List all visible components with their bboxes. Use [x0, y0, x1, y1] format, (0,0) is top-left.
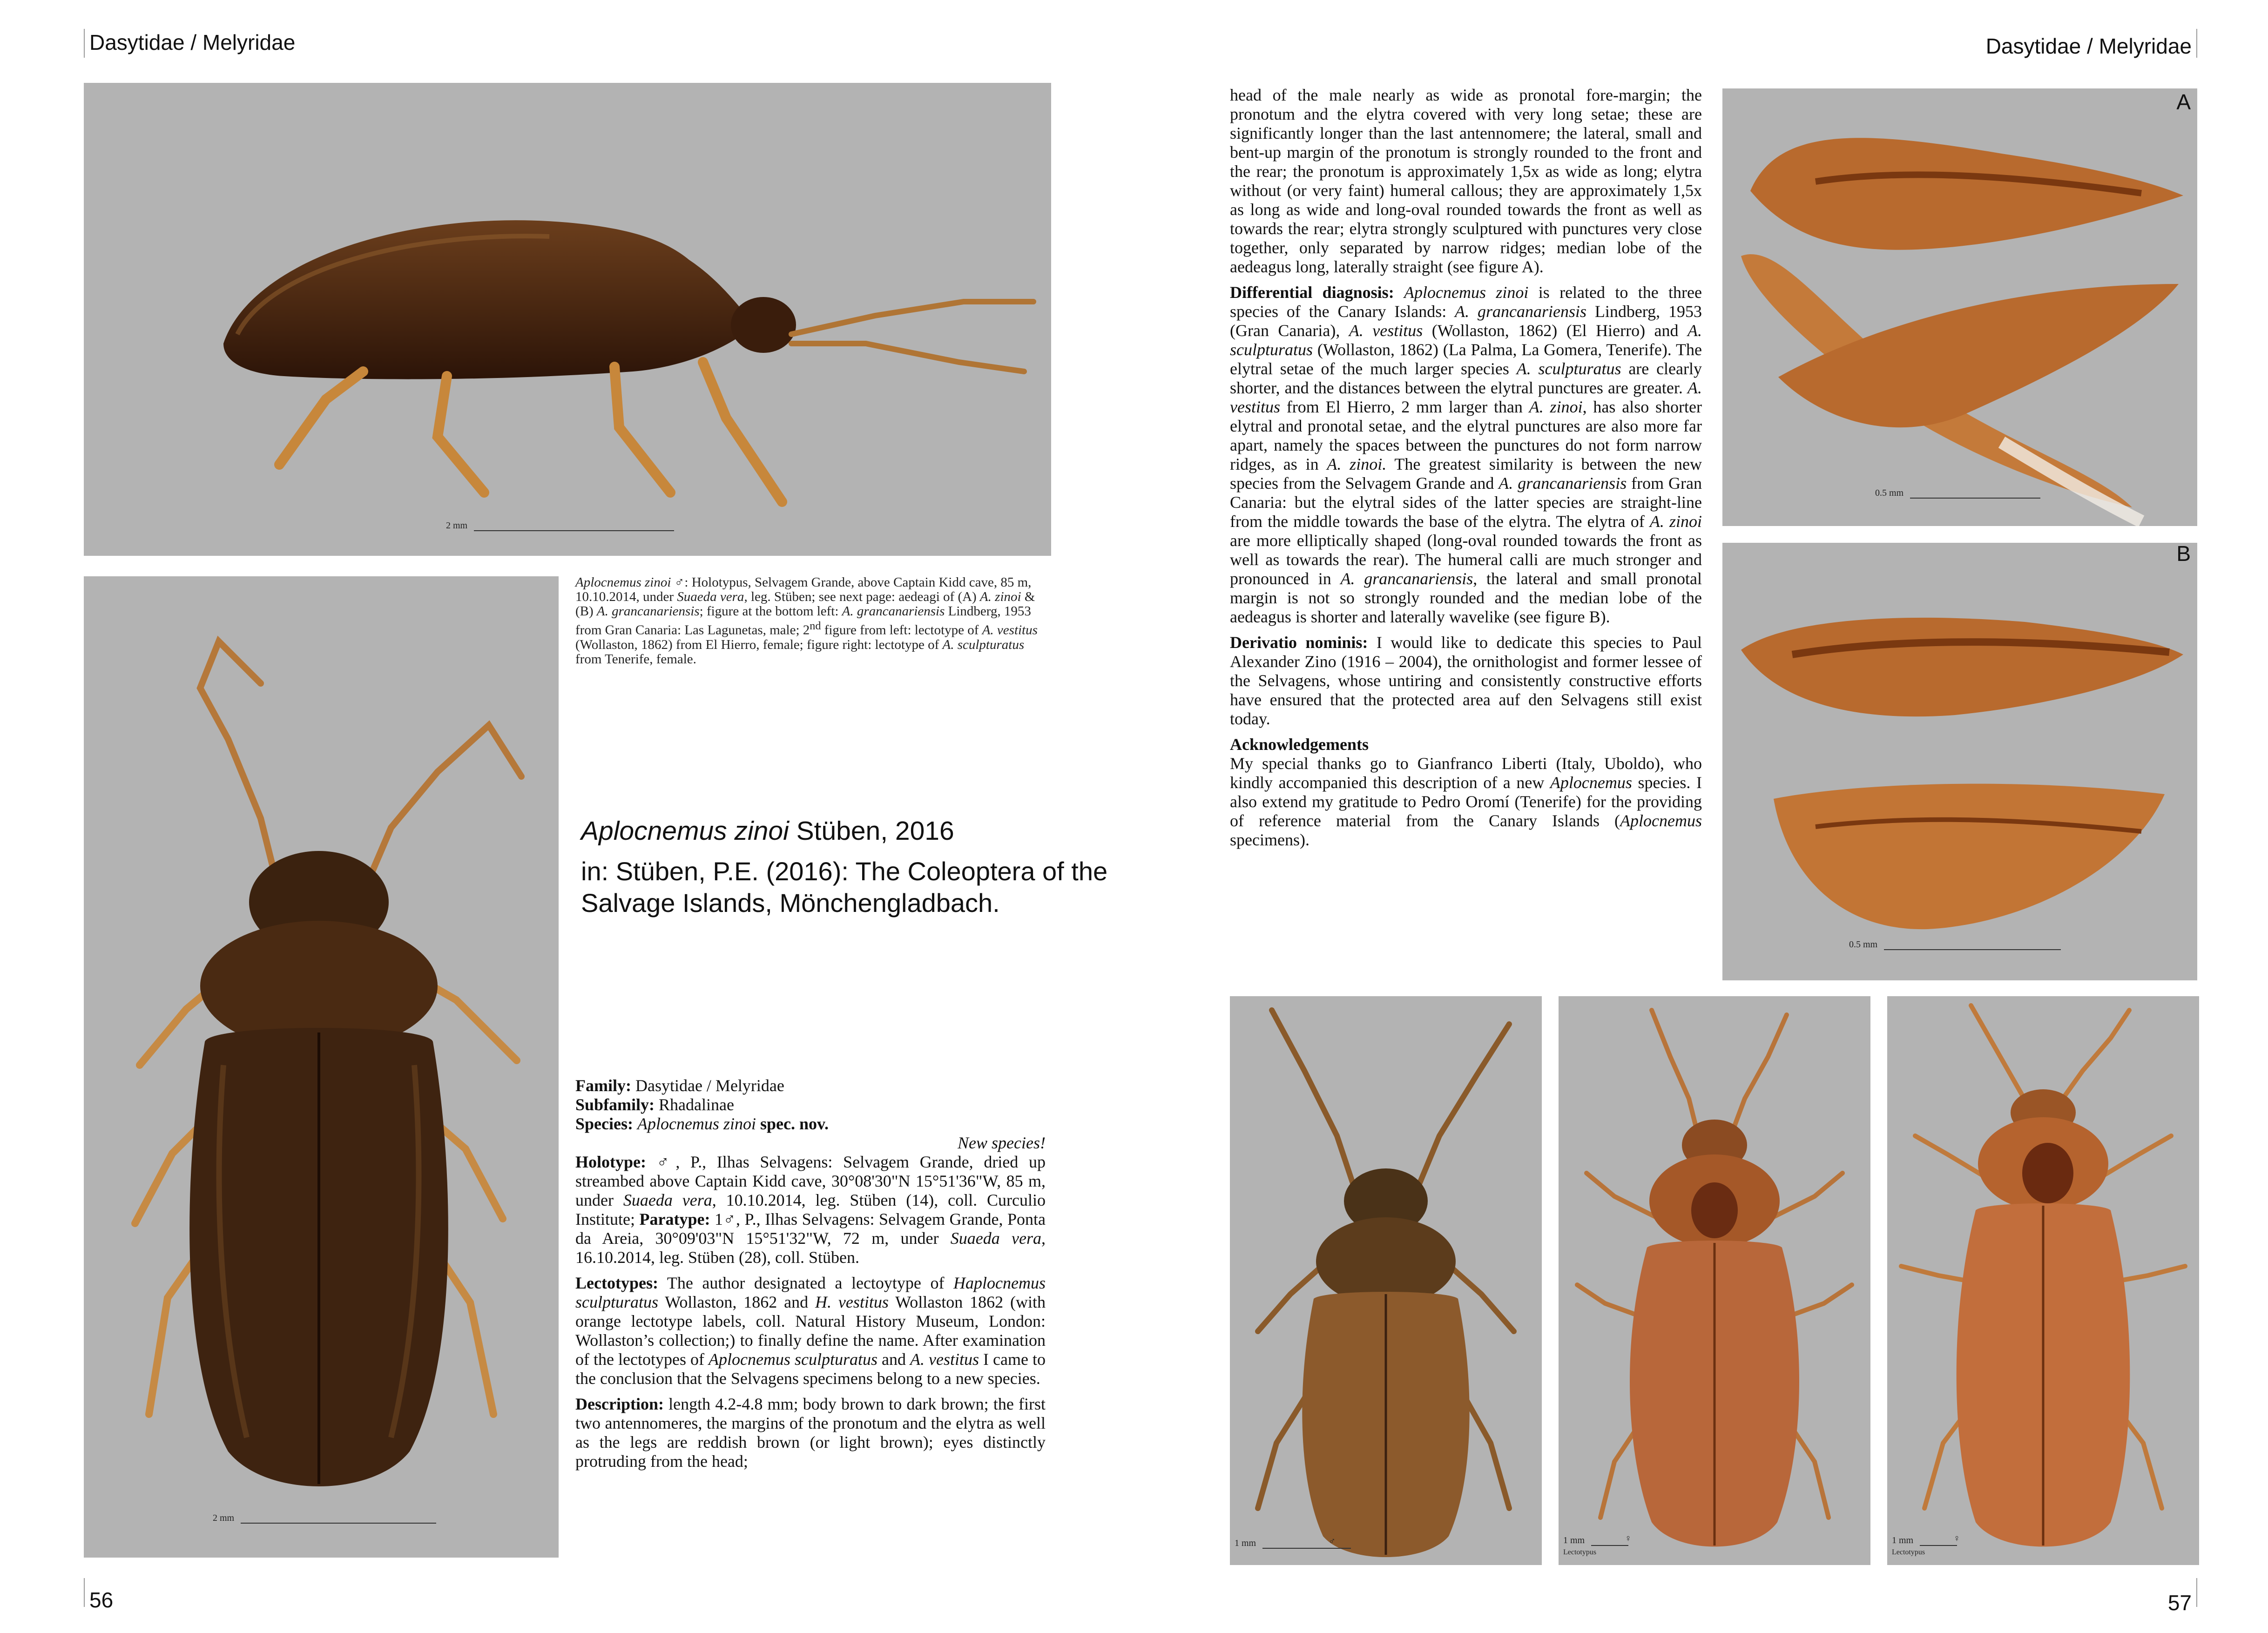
aedeagus-figure-a	[1722, 88, 2197, 526]
sex-symbol: ♀	[1953, 1533, 1960, 1544]
species-title: Aplocnemus zinoi Stüben, 2016	[581, 816, 954, 846]
scale-bar: 2 mm	[446, 520, 674, 531]
left-body-text: Family: Dasytidae / Melyridae Subfamily: Rhadalinae Species: Aplocnemus zinoi spec. nov. New species! Holotype: ♂, P., Ilhas Selvagens: Selvagem Grande, dried up streambed above Captain Kidd cave, 30°08'30"N 15°51'36"W, 85 m, under Suaeda vera, 10.10.2014, leg. Stüben (14), coll. Curculio Institute; Paratype: 1♂, P., Ilhas Selvagens: Selvagem Grande, Ponta da Areia, 30°09'03"N 15°51'32"W, 72 m, under Suaeda vera, 16.10.2014, leg. Stüben (28), coll. Stüben. Lectotypes: The author designated a lectoytype of Haplocnemus sculpturatus Wollaston, 1862 and H. vestitus Wollaston 1862 (with orange lectotype labels, coll. Natural History Museum, London: Wollaston’s collection;) to finally define the name. After examination of the lectotypes of Aplocnemus sculpturatus and A. vestitus I came to the conclusion that the Selvagens specimens belong to a new species. Description: length 4.2-4.8 mm; body brown to dark brown; the first two antennomeres, the margins of the pronotum and the elytra as well as the legs are reddish brown (or light brown); eyes distinctly protruding from the head;	[575, 1076, 1046, 1471]
aedeagus-figure-b	[1722, 543, 2197, 980]
aedeagus-illustration	[1722, 543, 2197, 980]
scale-bar: 0.5 mm	[1849, 939, 2061, 950]
running-header-left: Dasytidae / Melyridae	[89, 30, 296, 54]
lectotype-tag: Lectotypus	[1892, 1548, 1925, 1556]
scale-bar: 1 mm	[1235, 1538, 1351, 1549]
figure-label: B	[2176, 543, 2191, 566]
beetle-dorsal-illustration	[1887, 996, 2199, 1565]
aedeagus-illustration	[1722, 88, 2197, 526]
habitus-photo-vestitus	[1559, 996, 1870, 1565]
habitus-photo-sculpturatus	[1887, 996, 2199, 1565]
scale-bar: 1 mm	[1563, 1535, 1628, 1546]
beetle-lateral-illustration	[84, 83, 1051, 556]
right-body-text: head of the male nearly as wide as pronotal fore-margin; the pronotum and the elytra covered with very long setae; these are significantly longer than the last antennomere; the lateral, small and bent-up margin of the pronotum is strongly rounded to the front and the rear; the pronotum is approximately 1,5x as wide as long; elytra without (or very faint) humeral callous; they are approximately 1,5x as long as wide and long-oval rounded towards the front as well as towards the rear; elytra strongly sculptured with punctures very close together, only separated by narrow ridges; median lobe of the aedeagus long, laterally straight (see figure A). Differential diagnosis: Aplocnemus zinoi is related to the three species of the Canary Islands: A. grancanariensis Lindberg, 1953 (Gran Canaria), A. vestitus (Wollaston, 1862) (El Hierro) and A. sculpturatus (Wollaston, 1862) (La Palma, La Gomera, Tenerife). The elytral setae of the much larger species A. sculpturatus are clearly shorter, and the distances between the elytral punctures are greater. A. vestitus from El Hierro, 2 mm larger than A. zinoi, has also shorter elytral and pronotal setae, and the elytral punctures are also more far apart, namely the spaces between the punctures do not form narrow ridges, as in A. zinoi. The greatest similarity is between the new species from the Selvagem Grande and A. grancanariensis from Gran Canaria: but the elytral sides of the latter species are straight-line from the middle towards the base of the elytra. The elytra of A. zinoi are more elliptically shaped (long-oval rounded towards the front as well as towards the rear). The humeral calli are much stronger and pronounced in A. grancanariensis, the lateral and small pronotal margin is not so strongly rounded and the median lobe of the aedeagus is shorter and laterally wavelike (see figure B). Derivatio nominis: I would like to dedicate this species to Paul Alexander Zino (1916 – 2004), the ornithologist and former lessee of the Selvagens, whose untiring and consistently constructive efforts have ensured that the protected area auf den Selvagens still exist today. Acknowledgements My special thanks go to Gianfranco Liberti (Italy, Uboldo), who kindly accompanied this description of a new Aplocnemus species. I also extend my gratitude to Pedro Oromí (Tenerife) for the providing of reference material from the Canary Islands (Aplocnemus specimens).	[1230, 86, 1702, 849]
scale-bar: 1 mm	[1892, 1535, 1957, 1546]
beetle-dorsal-illustration	[84, 576, 559, 1558]
running-header-right: Dasytidae / Melyridae	[1985, 34, 2192, 58]
lateral-habitus-photo	[84, 83, 1051, 556]
beetle-dorsal-illustration	[1230, 996, 1542, 1565]
lectotype-tag: Lectotypus	[1563, 1548, 1597, 1556]
header-rule	[84, 29, 85, 58]
dorsal-habitus-photo	[84, 576, 559, 1558]
habitus-photo-grancanariensis	[1230, 996, 1542, 1565]
sex-symbol: ♂	[1329, 1536, 1336, 1546]
scale-bar: 2 mm	[213, 1513, 436, 1524]
footer-rule	[2196, 1578, 2197, 1607]
page-number-right: 57	[2167, 1591, 2192, 1615]
reference-citation: in: Stüben, P.E. (2016): The Coleoptera of the Salvage Islands, Mönchengladbach.	[581, 857, 1108, 918]
sex-symbol: ♀	[1625, 1533, 1632, 1544]
header-rule	[2196, 29, 2197, 58]
figure-label: A	[2176, 90, 2191, 114]
scale-bar: 0.5 mm	[1875, 488, 2040, 499]
figure-caption: Aplocnemus zinoi ♂: Holotypus, Selvagem Grande, above Captain Kidd cave, 85 m, 10.10.2014, under Suaeda vera, leg. Stüben; see next page: aedeagi of (A) A. zinoi & (B) A. grancanariensis; figure at the bottom left: A. grancanariensis Lindberg, 1953 from Gran Canaria: Las Lagunetas, male; 2nd figure from left: lectotype of A. vestitus (Wollaston, 1862) from El Hierro, female; figure right: lectotype of A. sculpturatus from Tenerife, female.	[575, 575, 1038, 667]
page-number-left: 56	[89, 1588, 114, 1612]
footer-rule	[84, 1578, 85, 1607]
beetle-dorsal-illustration	[1559, 996, 1870, 1565]
